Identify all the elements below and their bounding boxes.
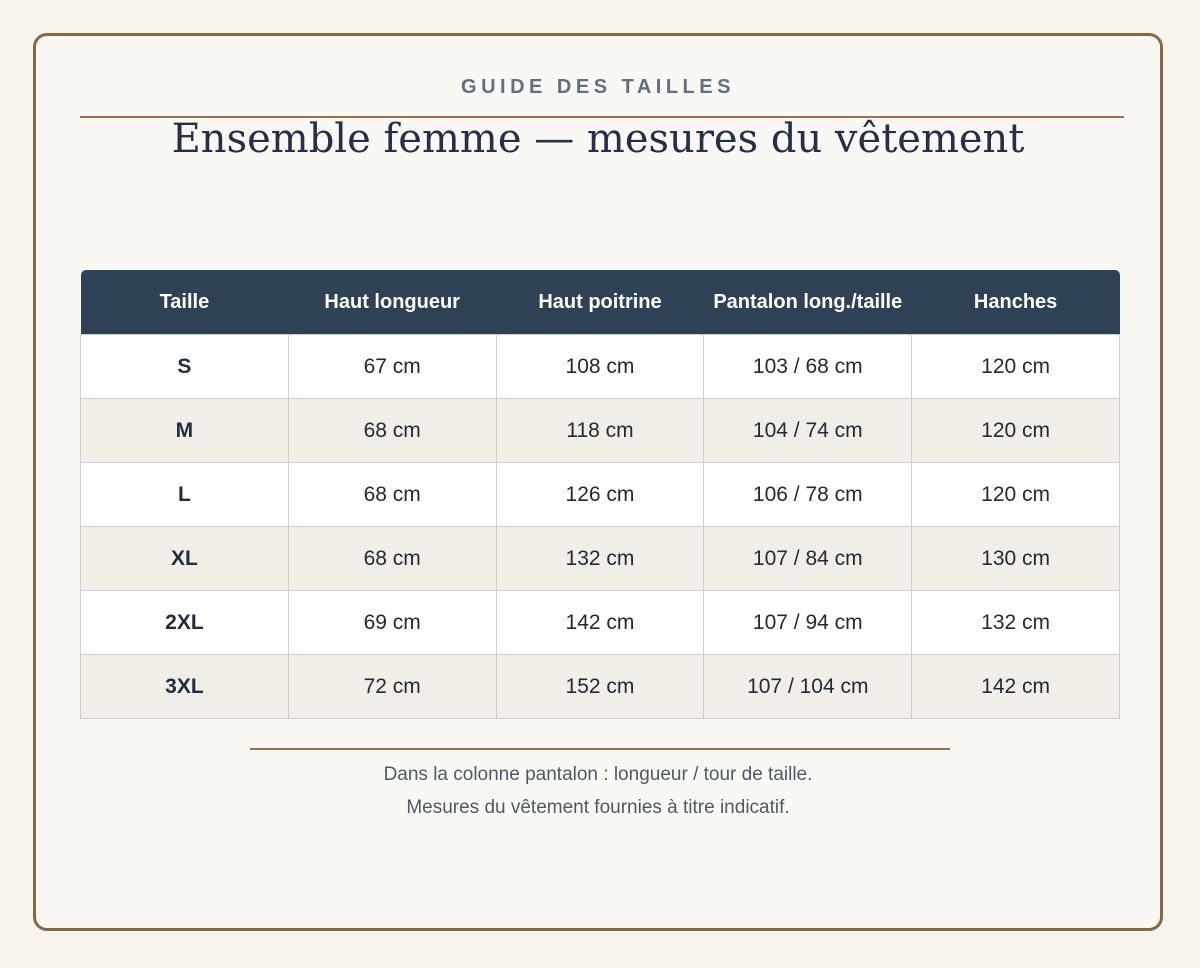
size-cell: S bbox=[81, 335, 289, 399]
top-chest-cell: 142 cm bbox=[496, 591, 704, 655]
bottom-divider bbox=[250, 748, 950, 750]
pants-cell: 107 / 84 cm bbox=[704, 527, 912, 591]
hips-cell: 120 cm bbox=[912, 463, 1120, 527]
header-hips: Hanches bbox=[912, 270, 1120, 335]
top-length-cell: 67 cm bbox=[288, 335, 496, 399]
table-row bbox=[81, 463, 1120, 527]
top-length-cell: 68 cm bbox=[288, 463, 496, 527]
top-length-cell: 68 cm bbox=[288, 527, 496, 591]
table-row bbox=[81, 655, 1120, 719]
hips-cell: 120 cm bbox=[912, 399, 1120, 463]
hips-cell: 132 cm bbox=[912, 591, 1120, 655]
table-row bbox=[81, 591, 1120, 655]
table-row bbox=[81, 335, 1120, 399]
header-top-length: Haut longueur bbox=[288, 270, 496, 335]
page-title: Ensemble femme — mesures du vêtement bbox=[171, 116, 1025, 162]
top-length-cell: 68 cm bbox=[288, 399, 496, 463]
top-chest-cell: 152 cm bbox=[496, 655, 704, 719]
hips-cell: 142 cm bbox=[912, 655, 1120, 719]
footnote-pants: Dans la colonne pantalon : longueur / tour de taille. bbox=[383, 764, 813, 785]
pants-cell: 107 / 94 cm bbox=[704, 591, 912, 655]
size-guide-card bbox=[33, 33, 1163, 931]
size-cell: 3XL bbox=[81, 655, 289, 719]
section-eyebrow: GUIDE DES TAILLES bbox=[461, 76, 735, 98]
hips-cell: 120 cm bbox=[912, 335, 1120, 399]
size-cell: M bbox=[81, 399, 289, 463]
top-chest-cell: 132 cm bbox=[496, 527, 704, 591]
header-pants-length-waist: Pantalon long./taille bbox=[704, 270, 912, 335]
size-cell: XL bbox=[81, 527, 289, 591]
hips-cell: 130 cm bbox=[912, 527, 1120, 591]
top-chest-cell: 126 cm bbox=[496, 463, 704, 527]
top-chest-cell: 118 cm bbox=[496, 399, 704, 463]
footnote-disclaimer: Mesures du vêtement fournies à titre indicatif. bbox=[406, 797, 790, 818]
table-row bbox=[81, 399, 1120, 463]
table-row bbox=[81, 527, 1120, 591]
header-top-chest: Haut poitrine bbox=[496, 270, 704, 335]
top-length-cell: 72 cm bbox=[288, 655, 496, 719]
size-table-wrapper bbox=[80, 270, 1120, 719]
pants-cell: 103 / 68 cm bbox=[704, 335, 912, 399]
size-table bbox=[80, 270, 1120, 719]
pants-cell: 104 / 74 cm bbox=[704, 399, 912, 463]
table-header-row bbox=[81, 270, 1120, 335]
size-cell: 2XL bbox=[81, 591, 289, 655]
header-size: Taille bbox=[81, 270, 289, 335]
pants-cell: 106 / 78 cm bbox=[704, 463, 912, 527]
top-chest-cell: 108 cm bbox=[496, 335, 704, 399]
size-cell: L bbox=[81, 463, 289, 527]
top-length-cell: 69 cm bbox=[288, 591, 496, 655]
pants-cell: 107 / 104 cm bbox=[704, 655, 912, 719]
